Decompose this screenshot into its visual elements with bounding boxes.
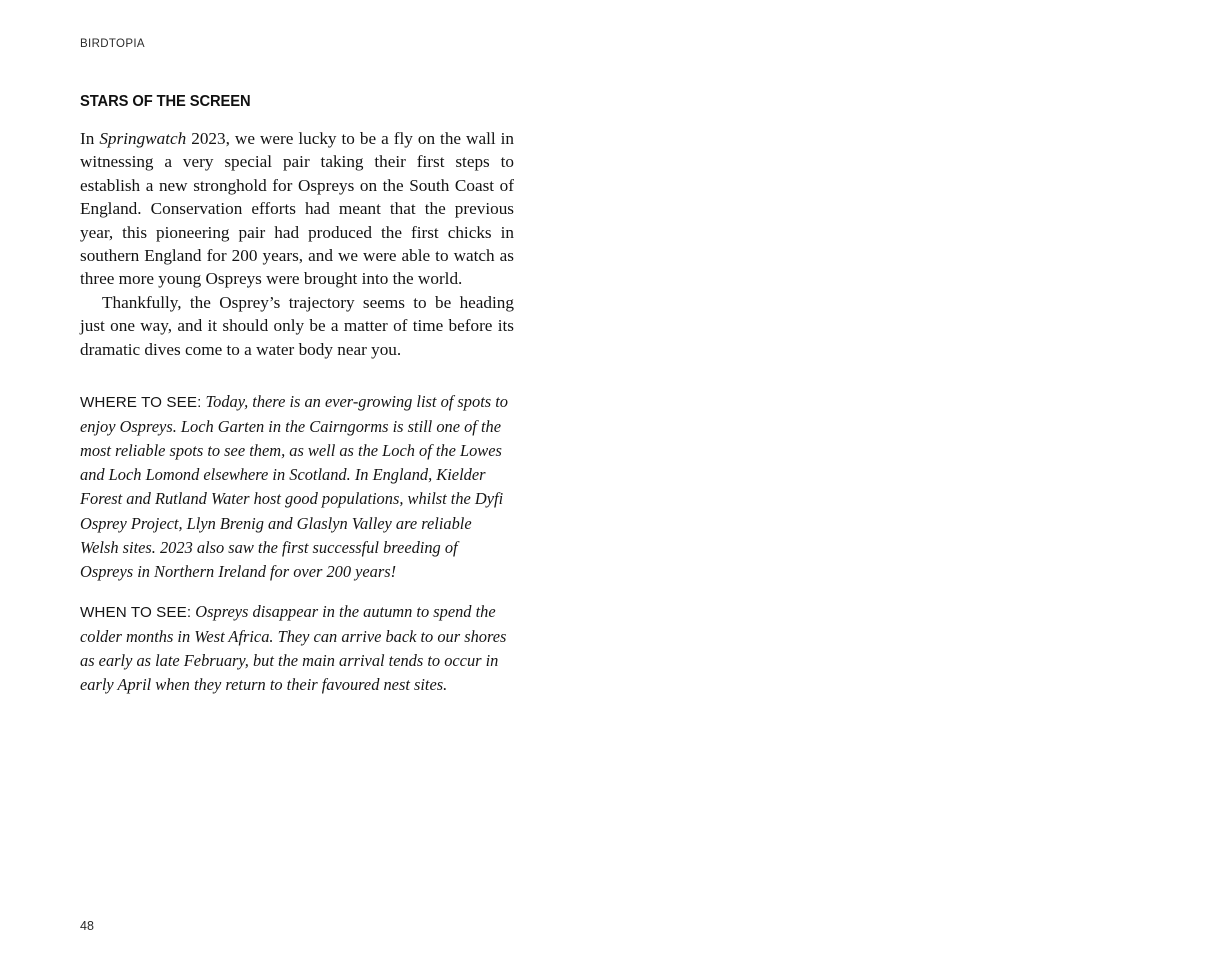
where-to-see-note [80,390,514,584]
body-paragraph [80,127,514,291]
paragraph-rest-text: 2023, we were lucky to be a fly on the wall in witnessing a very special pair taking their first steps to establish a new stronghold for Ospreys on the South Coast of England. Conservation efforts had meant that the previous year, this pioneering pair had produced the first chicks in southern England for 200 years, and we were able to watch as three more young Ospreys were brought into the world. [80,129,514,289]
where-to-see-label: WHERE TO SEE: [80,394,202,412]
page-number-left: 48 [80,919,94,933]
programme-title-italic: Springwatch [99,129,187,148]
running-head: BIRDTOPIA [80,38,145,50]
paragraph-lead-text: In [80,129,100,148]
section-heading: STARS OF THE SCREEN [80,93,251,110]
body-paragraph: Thankfully, the Osprey’s trajectory seems to be heading just one way, and it should only be a matter of time before its dramatic dives come to a water body near you. [80,292,514,359]
field-notes-block [80,390,514,697]
when-to-see-label: WHEN TO SEE: [80,603,192,621]
when-to-see-text: Ospreys disappear in the autumn to spend the colder months in West Africa. They can arrive back to our shores as early as late February, but the main arrival tends to occur in early April when they return to their favoured nest sites. [80,601,507,695]
where-to-see-text: Today, there is an ever-growing list of spots to enjoy Ospreys. Loch Garten in the Cairngorms is still one of the most reliable spots to see them, as well as the Loch of the Lowes and Loch Lomond elsewhere in Scotland. In England, Kielder Forest and Rutland Water host good populations, whilst the Dyfi Osprey Project, Llyn Brenig and Glaslyn Valley are reliable Welsh sites. 2023 also saw the first successful breeding of Ospreys in Northern Ireland for over 200 years! [80,392,508,581]
left-page [0,0,606,975]
when-to-see-note [80,600,514,697]
right-page [606,0,1213,975]
left-page-text-column [80,93,514,697]
